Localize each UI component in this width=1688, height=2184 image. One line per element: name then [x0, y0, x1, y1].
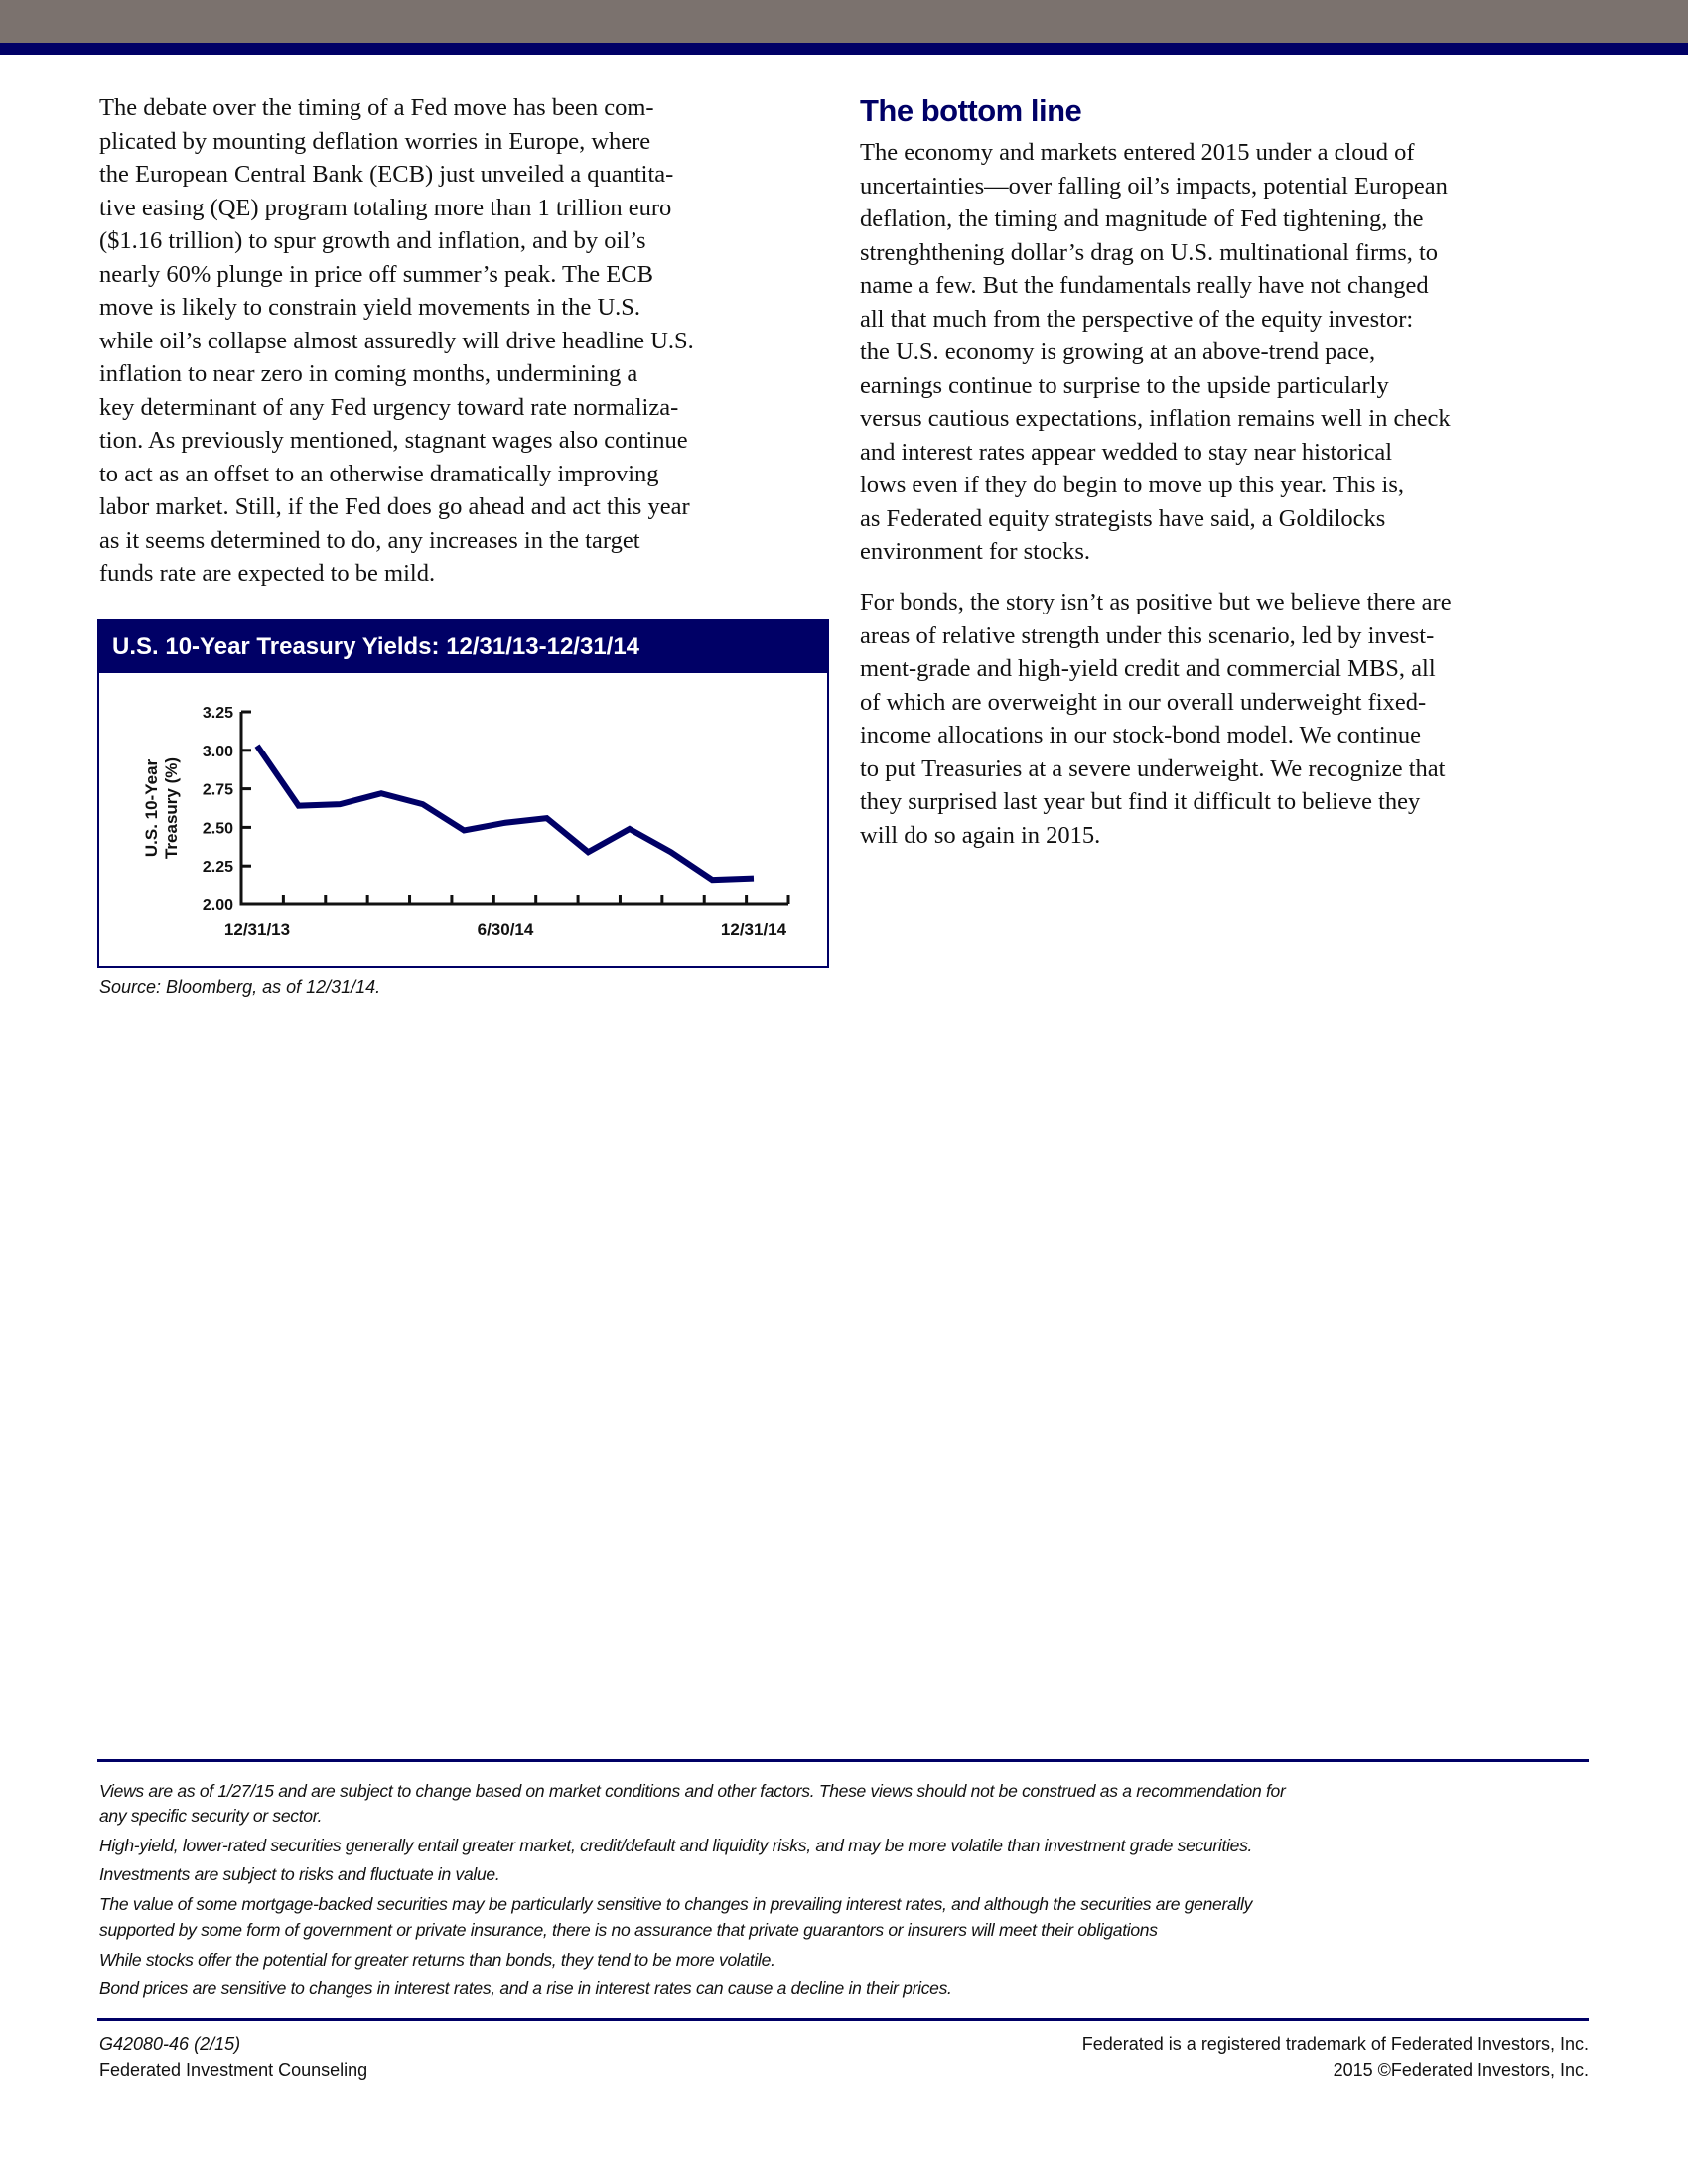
disclosure-line: While stocks offer the potential for greater returns than bonds, they tend to be more volatile.: [99, 1950, 775, 1970]
document-code: G42080-46 (2/15): [99, 2034, 241, 2054]
text-line: ment-grade and high-yield credit and commercial MBS, all: [860, 655, 1436, 682]
header-rule: [0, 43, 1688, 55]
footer-rule-bottom: [97, 2018, 1589, 2021]
disclosure-line: supported by some form of government or private insurance, there is no assurance that private guarantors or insurers will meet their obligations: [99, 1920, 1158, 1940]
section-heading: The bottom line: [860, 93, 1082, 128]
text-line: versus cautious expectations, inflation remains well in check: [860, 405, 1451, 432]
yield-series-line: [257, 746, 754, 880]
text-line: as Federated equity strategists have said, a Goldilocks: [860, 504, 1386, 532]
y-tick-label: 2.00: [202, 897, 233, 914]
y-axis-label: Treasury (%): [162, 756, 181, 860]
text-line: the European Central Bank (ECB) just unveiled a quantita-: [99, 161, 674, 188]
text-line: move is likely to constrain yield movements in the U.S.: [99, 294, 641, 321]
company-name: Federated Investment Counseling: [99, 2060, 368, 2080]
text-line: to act as an offset to an otherwise dramatically improving: [99, 460, 659, 487]
text-line: they surprised last year but find it difficult to believe they: [860, 788, 1421, 815]
text-line: tion. As previously mentioned, stagnant wages also continue: [99, 427, 688, 454]
text-line: funds rate are expected to be mild.: [99, 560, 436, 587]
text-line: lows even if they do begin to move up this year. This is,: [860, 472, 1405, 498]
text-line: and interest rates appear wedded to stay near historical: [860, 438, 1393, 466]
text-line: all that much from the perspective of the equity investor:: [860, 305, 1414, 333]
text-line: The economy and markets entered 2015 under a cloud of: [860, 139, 1415, 166]
disclosure-line: High-yield, lower-rated securities generally entail greater market, credit/default and liquidity risks, and may be more volatile than investment grade securities.: [99, 1836, 1253, 1855]
text-line: while oil’s collapse almost assuredly will drive headline U.S.: [99, 327, 694, 354]
chart-plot: [99, 673, 827, 966]
chart-title: U.S. 10-Year Treasury Yields: 12/31/13-12/31/14: [99, 621, 827, 673]
text-line: plicated by mounting deflation worries in Europe, where: [99, 127, 651, 155]
y-tick-label: 3.25: [202, 705, 233, 722]
text-line: will do so again in 2015.: [860, 821, 1101, 849]
text-line: deflation, the timing and magnitude of Fed tightening, the: [860, 205, 1424, 232]
y-tick-label: 2.50: [202, 820, 233, 838]
y-axis-label: U.S. 10-Year: [142, 758, 161, 858]
text-line: labor market. Still, if the Fed does go ahead and act this year: [99, 493, 690, 520]
text-line: ($1.16 trillion) to spur growth and inflation, and by oil’s: [99, 227, 646, 254]
text-line: as it seems determined to do, any increases in the target: [99, 526, 640, 554]
text-line: to put Treasuries at a severe underweight. We recognize that: [860, 754, 1446, 782]
text-line: key determinant of any Fed urgency toward rate normaliza-: [99, 393, 679, 421]
x-tick-label: 6/30/14: [477, 920, 534, 939]
y-tick-label: 2.25: [202, 859, 233, 877]
text-line: uncertainties—over falling oil’s impacts, potential European: [860, 172, 1448, 200]
trademark-notice: Federated is a registered trademark of Federated Investors, Inc.: [1081, 2034, 1589, 2054]
disclosure-line: Views are as of 1/27/15 and are subject to change based on market conditions and other factors. These views should not be construed as a recommendation for: [99, 1781, 1286, 1801]
treasury-yield-chart: [97, 619, 829, 968]
header-bar: [0, 0, 1688, 43]
disclosure-line: Bond prices are sensitive to changes in interest rates, and a rise in interest rates can cause a decline in their prices.: [99, 1979, 952, 1998]
copyright-notice: 2015 ©Federated Investors, Inc.: [1333, 2060, 1589, 2080]
disclosure-line: any specific security or sector.: [99, 1806, 323, 1826]
text-line: For bonds, the story isn’t as positive but we believe there are: [860, 589, 1452, 615]
text-line: name a few. But the fundamentals really have not changed: [860, 272, 1429, 299]
x-tick-label: 12/31/14: [720, 920, 787, 939]
text-line: strenghthening dollar’s drag on U.S. multinational firms, to: [860, 238, 1439, 266]
text-line: earnings continue to surprise to the upside particularly: [860, 371, 1389, 399]
footer-rule-top: [97, 1759, 1589, 1762]
text-line: income allocations in our stock-bond model. We continue: [860, 722, 1422, 749]
x-tick-label: 12/31/13: [223, 920, 291, 939]
text-line: tive easing (QE) program totaling more than 1 trillion euro: [99, 194, 672, 221]
y-tick-label: 3.00: [202, 743, 233, 760]
text-line: areas of relative strength under this scenario, led by invest-: [860, 621, 1435, 649]
left-column-text: [99, 91, 694, 591]
disclosure-line: Investments are subject to risks and fluctuate in value.: [99, 1864, 500, 1884]
text-line: of which are overweight in our overall underweight fixed-: [860, 688, 1427, 716]
text-line: the U.S. economy is growing at an above-trend pace,: [860, 339, 1376, 365]
right-paragraph-1: [860, 136, 1451, 569]
right-paragraph-2: [860, 586, 1452, 852]
text-line: environment for stocks.: [860, 538, 1091, 565]
text-line: The debate over the timing of a Fed move has been com-: [99, 94, 654, 121]
text-line: inflation to near zero in coming months, undermining a: [99, 360, 638, 387]
text-line: nearly 60% plunge in price off summer’s peak. The ECB: [99, 260, 653, 288]
chart-source: Source: Bloomberg, as of 12/31/14.: [99, 977, 381, 997]
disclosure-line: The value of some mortgage-backed securities may be particularly sensitive to changes in prevailing interest rates, and although the securities are generally: [99, 1894, 1253, 1914]
y-tick-label: 2.75: [202, 781, 233, 799]
